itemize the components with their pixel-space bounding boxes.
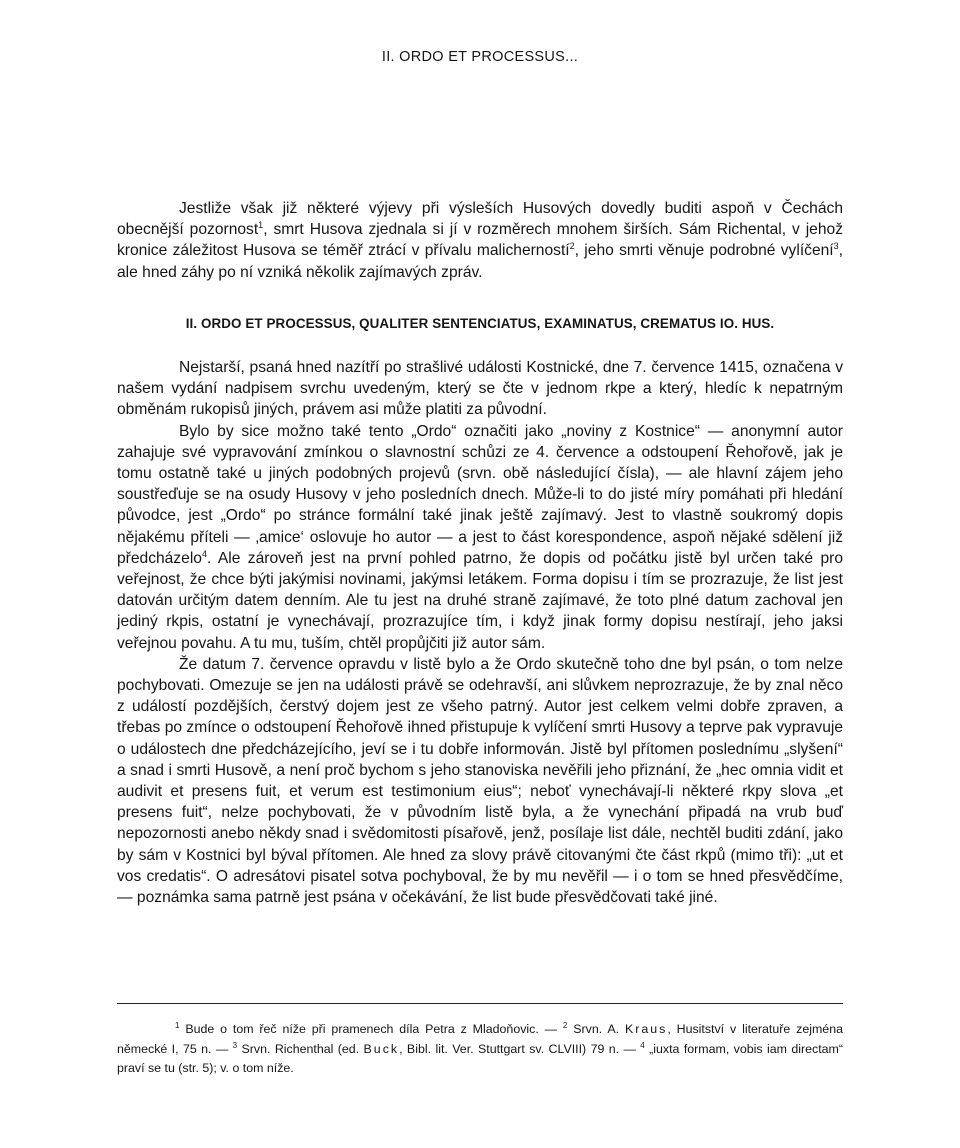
footnote-text: , Bibl. lit. Ver. Stuttgart sv. CLVIII) 79 n. —	[399, 1041, 641, 1056]
footnote-text: Srvn. A.	[567, 1022, 625, 1036]
section-body	[117, 357, 843, 908]
footnote-marker: 4	[640, 1040, 645, 1050]
intro-text: Jestliže však již některé výjevy při výsleších Husových dovedly buditi aspoň v Čechách obecnější pozornost	[117, 200, 843, 239]
section-heading: II. ORDO ET PROCESSUS, QUALITER SENTENCIATUS, EXAMINATUS, CREMATUS IO. HUS.	[185, 316, 775, 331]
footnote-text: , Husitství v literatuře zejména německé I, 75 n. —	[117, 1022, 843, 1056]
footnote-text: Bude o tom řeč níže při pramenech díla Petra z Mladoňovic. —	[179, 1022, 563, 1036]
body-paragraph: Že datum 7. července opravdu v listě bylo a že Ordo skutečně toho dne byl psán, o tom nelze pochybovati. Omezuje se jen na události právě se odehravší, ani slůvkem neprozrazuje, že by znal něco z událostí pozdějších, čerstvý dojem jest ze všeho patrný. Autor jest celkem velmi dobře zpraven, a třebas po zmínce o odstoupení Řehořově ihned přistupuje k vylíčení smrti Husovy a teprve pak vypravuje o událostech dne předcházejícího, jeví se i tu dobře informován. Jistě byl přítomen poslednímu „slyšení“ a snad i smrti Husově, a není proč bychom s jeho stanoviska nevěřili jeho přiznání, že „hec omnia vidit et audivit et presens fuit, et verum est testimonium eius“; neboť vynechávají-li některé rkpy slova „et presens fuit“, nelze pochybovati, že v původním listě byla, a že vynechání připadá na vrub buď nepozornosti anebo někdy snad i svědomitosti písařově, jenž, posílaje list dále, nechtěl buditi zdání, jako by sám v Kostnici byl býval přítomen. Ale hned za slovy právě citovanými čte část rkpů (mimo tři): „ut et vos credatis“. O adresátovi pisatel sotva pochyboval, že by mu nevěřil — i o tom se hned přesvědčíme, — poznámka sama patrně jest psána v očekávání, že list bude přesvědčovati také jiné.	[117, 655, 843, 907]
footnote-author: Buck	[363, 1041, 400, 1056]
running-head: II. ORDO ET PROCESSUS...	[381, 49, 579, 65]
body-paragraph: Nejstarší, psaná hned nazítří po strašlivé události Kostnické, dne 7. července 1415, označena v našem vydání nadpisem svrchu uvedeným, který se čte v jednom rkpe a který, hledíc k nepatrným obměnám rukopisů jiných, právem asi může platiti za původní.	[117, 359, 843, 419]
intro-text: , ale hned záhy po ní vzniká několik zajímavých zpráv.	[117, 242, 843, 281]
footnote-ref-2: 2	[569, 241, 575, 252]
intro-text: , jeho smrti věnuje podrobné vylíčení	[574, 242, 834, 260]
footnote-divider	[117, 1003, 843, 1004]
footnote-text: „iuxta formam, vobis iam directam“ praví se tu (str. 5); v. o tom níže.	[117, 1041, 843, 1075]
footnote-marker: 2	[562, 1020, 568, 1030]
footnote-ref-3: 3	[833, 241, 839, 252]
footnotes	[117, 1020, 843, 1079]
footnote-ref-1: 1	[258, 220, 264, 231]
intro-text: , smrt Husova zjednala si jí v rozměrech mnohem širších. Sám Richental, v jehož kronice záležitost Husova se téměř ztrácí v přívalu malicherností	[117, 221, 843, 260]
footnote-marker: 1	[175, 1020, 180, 1030]
body-text: Bylo by sice možno také tento „Ordo“ označiti jako „noviny z Kostnice“ — anonymní autor zahajuje své vypravování zmínkou o slavnostní schůzi ze 4. července a odstoupení Řehořově, jak je tomu ostatně také u jiných podobných projevů (srvn. obě následující čísla), — ale hlavní zájem jeho soustřeďuje se na osudy Husovy v jeho posledních dnech. Může-li to do jisté míry pomáhati při hledání původce, jest „Ordo“ po stránce formální také jinak ještě zajímavý. Jest to vlastně soukromý dopis nějakému příteli — ‚amice‘ oslovuje ho autor — a jest to část korespondence, aspoň nějaké sdělení již předcházelo	[117, 422, 843, 567]
body-text: . Ale zároveň jest na první pohled patrno, že dopis od počátku jistě byl určen také pro veřejnost, že chce býti jakýmisi novinami, jakýmsi letákem. Forma dopisu i tím se prozrazuje, že list jest datován určitým datem denním. Ale tu jest na druhé straně zajímavé, že toto plné datum zachoval jen jediný rkpis, ostatní je vynechávají, prozrazujíce tím, i když jinak formy dopisu nestírají, jeho jaksi veřejnou povahu. A tu mu, tuším, chtěl propůjčiti již autor sám.	[117, 549, 843, 652]
footnote-text: Srvn. Richenthal (ed.	[237, 1041, 364, 1056]
intro-paragraph	[117, 198, 843, 283]
footnote-marker: 3	[232, 1040, 238, 1050]
footnote-author: Kraus	[624, 1022, 668, 1036]
body-paragraph	[117, 421, 843, 654]
footnote-ref-4: 4	[201, 548, 207, 559]
